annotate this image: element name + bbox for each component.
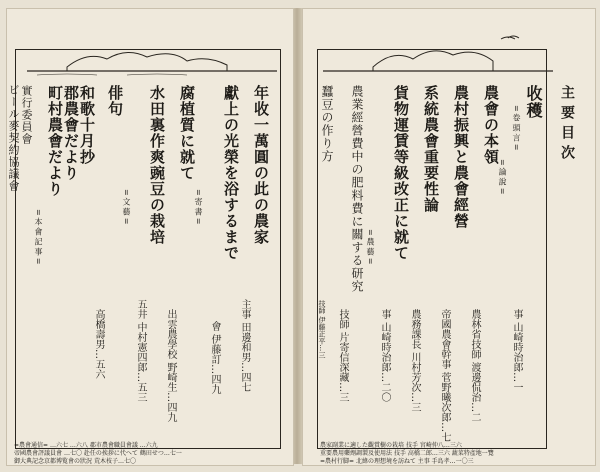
section-heading: =農會通信= bbox=[14, 442, 49, 449]
toc-entry-author: 主事 田邊和男…四七 bbox=[239, 299, 250, 393]
toc-entry-title: 北緯の理想境を訪ねて bbox=[355, 458, 416, 465]
toc-entry-title: 貨物運賃等級改正に就て bbox=[392, 85, 410, 261]
toc-entry-title: 系統農會重要性論 bbox=[422, 85, 440, 213]
toc-entry-title: 重要農用藥劑調製及使用法 bbox=[320, 450, 393, 457]
section-heading: =本會記事= bbox=[34, 209, 43, 267]
section-heading: =農村行脚= bbox=[320, 458, 355, 465]
toc-entry-author: …七〇 bbox=[63, 450, 82, 457]
right-page bbox=[302, 8, 596, 466]
toc-entry-title: 俳句 bbox=[106, 85, 124, 117]
toc-entry-author: 高橋壽男…五六 bbox=[93, 309, 104, 379]
toc-entry-author: 技師 伊藤正平…三 bbox=[318, 300, 326, 359]
right-page-footer-list bbox=[320, 456, 580, 465]
left-page-footer-list bbox=[14, 456, 284, 465]
section-heading: =寄書= bbox=[194, 189, 203, 227]
toc-entry-author: 事 山崎時治郎…一 bbox=[511, 309, 522, 393]
toc-entry-author: 農務課長 川村芳次…三 bbox=[409, 309, 420, 413]
toc-entry-author: 技師 片寄信深藏…三 bbox=[337, 309, 348, 403]
left-page bbox=[6, 8, 294, 466]
toc-entry-title: ビール麥契約協議會 bbox=[7, 84, 20, 192]
toc-entry-title: 年收一萬圓の此の農家 bbox=[252, 85, 270, 245]
toc-entry-title: 水田裏作爽豌豆の栽培 bbox=[148, 85, 166, 245]
toc-entry-title: 農業經營費中の肥料費に關する研究 bbox=[350, 85, 364, 293]
toc-title: 主要目次 bbox=[559, 85, 575, 165]
section-heading: =卷頭言= bbox=[512, 105, 521, 153]
toc-entry-title: 實行委員會 bbox=[20, 85, 33, 145]
toc-entry-title: 御大典記念京都博覧會の狀況 bbox=[14, 458, 93, 465]
toc-entry-author: 鶴田せつ…七一 bbox=[139, 450, 182, 457]
toc-entry-title: 蔬菜特產地一覽 bbox=[451, 450, 494, 457]
section-heading: =農藝= bbox=[366, 229, 375, 267]
toc-entry-author: 技手 高橋二郎…三六 bbox=[393, 450, 450, 457]
toc-entry-title: 蠶豆の作り方 bbox=[320, 85, 334, 163]
toc-entry-title: 農家副業に適した觀賞樹の栽培 bbox=[320, 442, 405, 449]
section-heading: =論說= bbox=[498, 159, 507, 197]
toc-entry-author: …六八 bbox=[69, 442, 88, 449]
toc-entry-title: 腐植質に就て bbox=[178, 85, 196, 181]
toc-entry-title: 帝國農會評議員會 bbox=[14, 450, 63, 457]
toc-entry-author: 事 山崎時治郎…二〇 bbox=[379, 309, 390, 403]
toc-entry-author: 五井 中村憲四郎…五三 bbox=[135, 299, 146, 403]
toc-entry-author: 技手 宮崎仲八…三六 bbox=[405, 442, 462, 449]
toc-entry-author: 農林省技師 渡邊侃治…二 bbox=[469, 309, 480, 423]
section-main-heading: 收穫 bbox=[524, 85, 543, 119]
toc-entry-title: 獻上の光榮を浴するまで bbox=[222, 85, 240, 261]
toc-entry-author: 主事 手島孝…一〇三 bbox=[417, 458, 474, 465]
toc-entry-author: 出雲農學校 野崎生…四九 bbox=[165, 309, 176, 423]
toc-entry-title: 農會の本領 bbox=[482, 85, 500, 165]
toc-entry-title: 郡農會だより bbox=[62, 85, 80, 181]
section-heading: =文藝= bbox=[122, 189, 131, 227]
toc-entry-author: 會 伊藤訂…四九 bbox=[209, 321, 220, 395]
right-page-extra bbox=[318, 84, 328, 444]
toc-entry-title: 和歌十月抄 bbox=[78, 85, 96, 165]
toc-entry-title: 赴任の挨拶に代へて bbox=[83, 450, 138, 457]
toc-entry-author: 帝國農會幹事 菅野曦次郎…七 bbox=[439, 309, 450, 443]
toc-entry-author: …六七 bbox=[49, 442, 68, 449]
toc-entry-title: 町村農會だより bbox=[46, 85, 64, 197]
toc-entry-title: 郡市農會職員會議 bbox=[89, 442, 138, 449]
toc-entry-title: 農村振興と農會經營 bbox=[452, 85, 470, 229]
toc-entry-author: …六九 bbox=[139, 442, 158, 449]
toc-entry-author: 荒木枝子…七〇 bbox=[93, 458, 136, 465]
